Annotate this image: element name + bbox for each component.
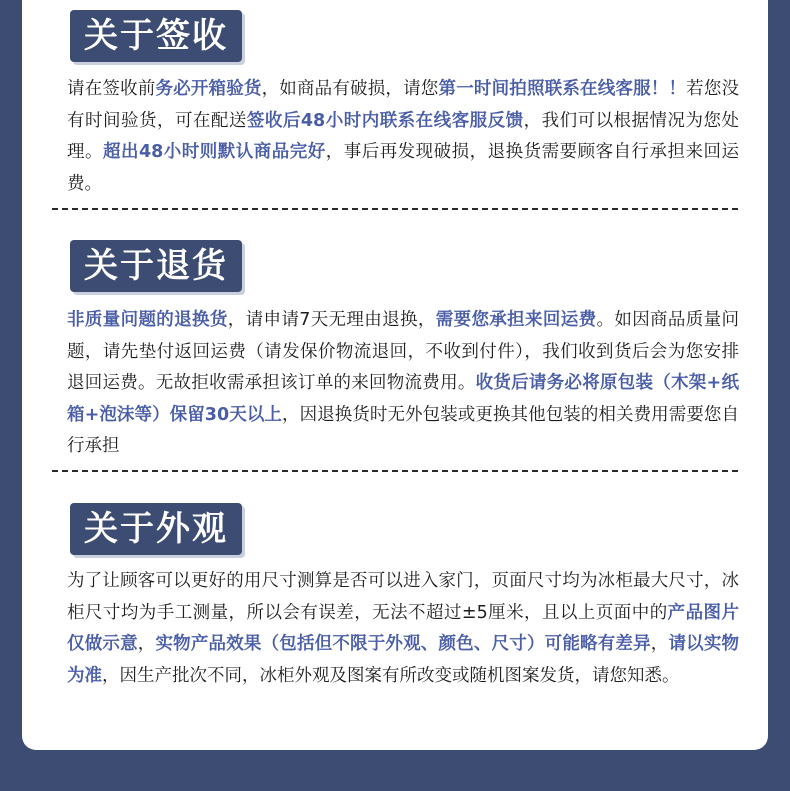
highlight-text: 超出48小时则默认商品完好 <box>102 142 326 162</box>
highlight-text: 务必开箱验货 <box>155 79 262 99</box>
body-text: ， <box>650 634 669 654</box>
dashed-divider <box>52 470 738 472</box>
body-text: 请在签收前 <box>67 79 156 99</box>
highlight-text: 第一时间拍照联系在线客服！！ <box>438 79 687 99</box>
notice-card <box>22 0 768 750</box>
body-text: ，请申请7天无理由退换， <box>227 310 436 330</box>
body-text: ，我们可以根据情况为您处理。 <box>67 110 739 162</box>
body-text: 。如因商品质量问题，请先垫付返回运费（请发保价物流退回，不收到付件），我们收到货后会为您安排退回运费。无故拒收需承担该订单的来回物流费用。 <box>67 310 739 393</box>
highlight-text: 收货后请务必将原包装（木架+纸箱+泡沫等）保留30天以上 <box>67 373 739 425</box>
body-text: ，因生产批次不同，冰柜外观及图案有所改变或随机图案发货，请您知悉。 <box>102 665 680 686</box>
dashed-divider <box>52 208 738 210</box>
body-text: ， <box>137 634 156 654</box>
section-body <box>67 74 739 200</box>
section-title: 关于签收 <box>70 10 242 62</box>
highlight-text: 签收后48小时内联系在线客服反馈 <box>246 110 524 131</box>
highlight-text: 产品图片仅做示意 <box>67 602 740 654</box>
body-text: 若您没有时间验货，可在配送 <box>67 79 740 131</box>
highlight-text: 实物产品效果（包括但不限于外观、颜色、尺寸）可能略有差异 <box>155 634 651 654</box>
body-text: ，因退换货时无外包装或更换其他包装的相关费用需要您自行承担 <box>67 404 739 456</box>
section-title: 关于外观 <box>70 503 242 555</box>
highlight-text: 需要您承担来回运费 <box>435 310 597 330</box>
section-title: 关于退货 <box>70 240 242 292</box>
body-text: ，事后再发现破损，退换货需要顾客自行承担来回运费。 <box>67 142 739 194</box>
highlight-text: 非质量问题的退换货 <box>67 310 228 330</box>
body-text: ，如商品有破损，请您 <box>261 79 439 99</box>
body-text: 为了让顾客可以更好的用尺寸测算是否可以进入家门，页面尺寸均为冰柜最大尺寸，冰柜尺寸均为手工测量，所以会有误差，无法不超过±5厘米，且以上页面中的 <box>67 571 739 623</box>
section-body <box>67 566 739 692</box>
section-body <box>67 305 739 463</box>
highlight-text: 请以实物为准 <box>67 634 740 686</box>
